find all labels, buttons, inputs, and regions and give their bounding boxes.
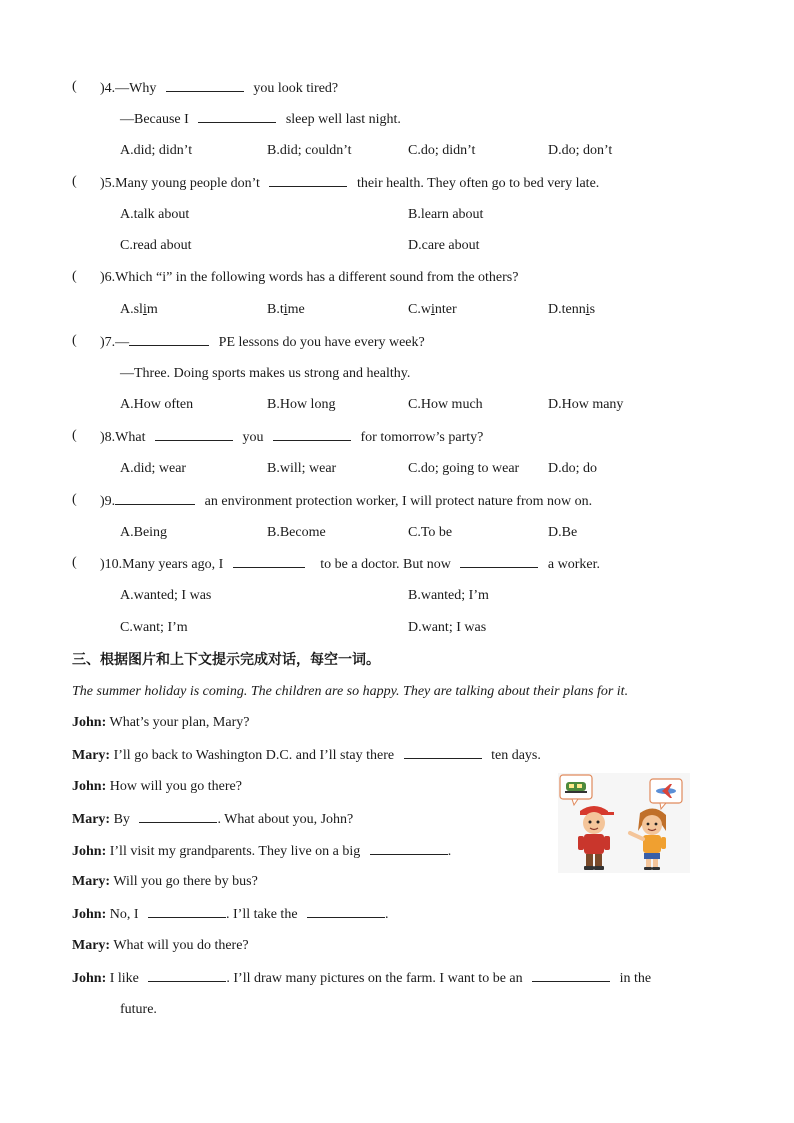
- option-a[interactable]: A.did; didn’t: [120, 143, 193, 158]
- dialog-line: John: How will you go there?: [72, 779, 242, 794]
- dialog-line: Mary: By . What about you, John?: [72, 812, 354, 827]
- dialog-line: John: I like . I’ll draw many pictures on the farm. I want to be an in the: [72, 971, 652, 986]
- answer-blank[interactable]: [233, 555, 305, 568]
- answer-blank[interactable]: [148, 969, 226, 982]
- option-c[interactable]: C.read about: [120, 238, 192, 253]
- answer-blank[interactable]: [166, 79, 244, 92]
- answer-paren[interactable]: (: [72, 174, 77, 189]
- dialog-line: John: No, I . I’ll take the .: [72, 907, 389, 922]
- option-b[interactable]: B.wanted; I’m: [408, 588, 489, 603]
- option-a[interactable]: A.wanted; I was: [120, 588, 212, 603]
- answer-paren[interactable]: (: [72, 79, 77, 94]
- option-c[interactable]: C.do; going to wear: [408, 461, 520, 476]
- option-d[interactable]: D.Be: [548, 525, 578, 540]
- answer-paren[interactable]: (: [72, 333, 77, 348]
- option-d[interactable]: D.care about: [408, 238, 480, 253]
- answer-blank[interactable]: [198, 110, 276, 123]
- answer-blank[interactable]: [269, 174, 347, 187]
- option-d[interactable]: D.How many: [548, 397, 624, 412]
- option-d[interactable]: D.tennis: [548, 302, 596, 317]
- answer-blank[interactable]: [129, 333, 209, 346]
- option-b[interactable]: B.learn about: [408, 207, 484, 222]
- option-d[interactable]: D.do; don’t: [548, 143, 613, 158]
- answer-paren[interactable]: (: [72, 428, 77, 443]
- option-a[interactable]: A.Being: [120, 525, 168, 540]
- option-d[interactable]: D.do; do: [548, 461, 597, 476]
- option-d[interactable]: D.want; I was: [408, 620, 487, 635]
- dialog-line: John: I’ll visit my grandparents. They live on a big .: [72, 844, 452, 859]
- option-a[interactable]: A.did; wear: [120, 461, 187, 476]
- answer-blank[interactable]: [148, 905, 226, 918]
- answer-blank[interactable]: [307, 905, 385, 918]
- option-b[interactable]: B.will; wear: [267, 461, 337, 476]
- dialog-line: Mary: What will you do there?: [72, 938, 249, 953]
- option-c[interactable]: C.How much: [408, 397, 483, 412]
- option-c[interactable]: C.want; I’m: [120, 620, 188, 635]
- dialog-line: Mary: Will you go there by bus?: [72, 874, 258, 889]
- answer-blank[interactable]: [139, 810, 217, 823]
- dialog-line: John: What’s your plan, Mary?: [72, 715, 250, 730]
- answer-blank[interactable]: [404, 746, 482, 759]
- children-picture: [558, 773, 690, 873]
- section-heading: 三、根据图片和上下文提示完成对话，每空一词。: [72, 652, 380, 668]
- option-b[interactable]: B.time: [267, 302, 305, 317]
- option-c[interactable]: C.To be: [408, 525, 453, 540]
- option-b[interactable]: B.How long: [267, 397, 336, 412]
- section-intro: The summer holiday is coming. The children are so happy. They are talking about their plans for it.: [72, 684, 629, 699]
- option-a[interactable]: A.slim: [120, 302, 158, 317]
- option-a[interactable]: A.How often: [120, 397, 194, 412]
- option-c[interactable]: C.winter: [408, 302, 457, 317]
- answer-paren[interactable]: (: [72, 492, 77, 507]
- answer-paren[interactable]: (: [72, 269, 77, 284]
- option-b[interactable]: B.did; couldn’t: [267, 143, 352, 158]
- option-b[interactable]: B.Become: [267, 525, 326, 540]
- answer-blank[interactable]: [460, 555, 538, 568]
- answer-blank[interactable]: [532, 969, 610, 982]
- option-a[interactable]: A.talk about: [120, 207, 190, 222]
- answer-blank[interactable]: [370, 842, 448, 855]
- option-c[interactable]: C.do; didn’t: [408, 143, 476, 158]
- dialog-line: future.: [120, 1002, 157, 1017]
- dialog-line: Mary: I’ll go back to Washington D.C. and I’ll stay there ten days.: [72, 748, 541, 763]
- answer-paren[interactable]: (: [72, 555, 77, 570]
- answer-blank[interactable]: [273, 428, 351, 441]
- answer-blank[interactable]: [115, 492, 195, 505]
- answer-blank[interactable]: [155, 428, 233, 441]
